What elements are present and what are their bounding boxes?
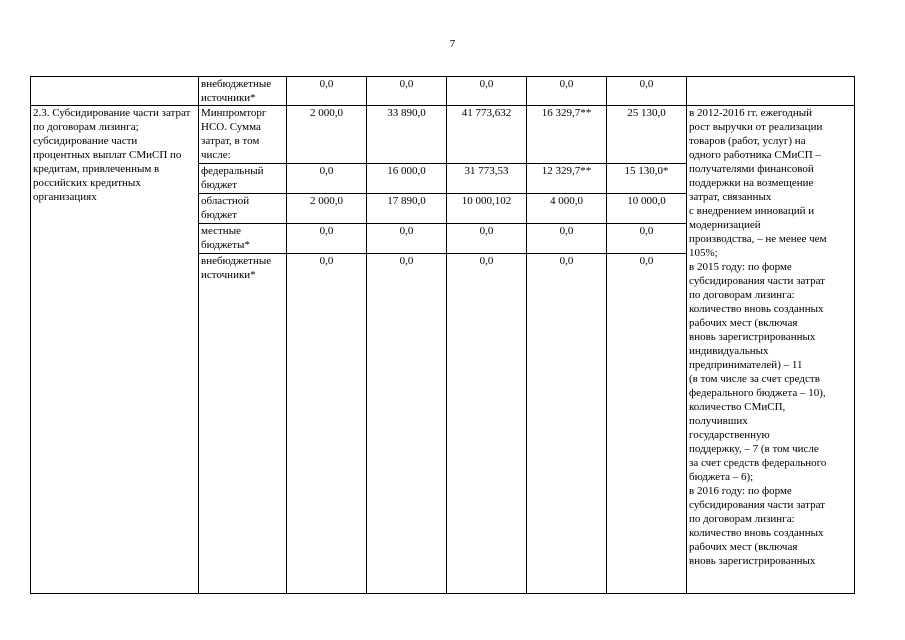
funding-source: областной бюджет	[199, 194, 287, 224]
value-cell: 0,0	[367, 77, 447, 106]
indicator-line: поддержку, – 7 (в том числе	[689, 443, 819, 455]
value-cell: 0,0	[447, 254, 527, 594]
funding-source: внебюджетные источники*	[199, 77, 287, 106]
funding-source: федеральный бюджет	[199, 164, 287, 194]
indicator-line: в 2012-2016 гг. ежегодный	[689, 107, 813, 119]
value-cell: 2 000,0	[287, 194, 367, 224]
value-cell: 0,0	[447, 224, 527, 254]
indicator-line: производства, – не менее чем	[689, 233, 827, 245]
value-cell: 0,0	[527, 77, 607, 106]
value-cell: 41 773,632	[447, 106, 527, 164]
value-cell: 0,0	[287, 164, 367, 194]
indicator-line: вновь зарегистрированных	[689, 331, 816, 343]
indicator-line: получивших	[689, 415, 748, 427]
value-cell: 0,0	[447, 77, 527, 106]
indicator-line: затрат, связанных	[689, 191, 772, 203]
indicator-description	[687, 106, 855, 594]
value-cell: 0,0	[287, 254, 367, 594]
value-cell: 15 130,0*	[607, 164, 687, 194]
indicator-line: получателями финансовой	[689, 163, 814, 175]
indicator-line: 105%;	[689, 247, 718, 259]
value-cell: 0,0	[367, 254, 447, 594]
value-cell: 12 329,7**	[527, 164, 607, 194]
indicator-line: с внедрением инноваций и	[689, 205, 815, 217]
indicator-line: субсидирования части затрат	[689, 275, 825, 287]
indicator-line: по договорам лизинга:	[689, 513, 795, 525]
value-cell: 10 000,0	[607, 194, 687, 224]
indicator-line: субсидирования части затрат	[689, 499, 825, 511]
indicator-line: государственную	[689, 429, 770, 441]
value-cell: 2 000,0	[287, 106, 367, 164]
indicator-line: поддержки на возмещение	[689, 177, 814, 189]
value-cell: 25 130,0	[607, 106, 687, 164]
indicator-line: по договорам лизинга:	[689, 289, 795, 301]
indicator-line: товаров (работ, услуг) на	[689, 135, 806, 147]
event-cell-empty	[31, 77, 199, 106]
funding-source: внебюджетные источники*	[199, 254, 287, 594]
indicator-line: вновь зарегистрированных	[689, 555, 816, 567]
value-cell: 16 329,7**	[527, 106, 607, 164]
table-row	[31, 77, 855, 106]
indicator-line: рабочих мест (включая	[689, 317, 798, 329]
value-cell: 16 000,0	[367, 164, 447, 194]
indicator-line: предпринимателей) – 11	[689, 359, 803, 371]
table-row	[31, 106, 855, 164]
value-cell: 0,0	[527, 254, 607, 594]
value-cell: 0,0	[607, 77, 687, 106]
page-number: 7	[449, 38, 456, 50]
indicator-line: рост выручки от реализации	[689, 121, 823, 133]
value-cell: 31 773,53	[447, 164, 527, 194]
funding-source: Минпромторг НСО. Сумма затрат, в том числе:	[199, 106, 287, 164]
value-cell: 10 000,102	[447, 194, 527, 224]
indicator-line: федерального бюджета – 10),	[689, 387, 826, 399]
value-cell: 4 000,0	[527, 194, 607, 224]
indicator-line: в 2016 году: по форме	[689, 485, 792, 497]
indicator-line: количество вновь созданных	[689, 303, 824, 315]
indicator-line: индивидуальных	[689, 345, 769, 357]
indicator-line: рабочих мест (включая	[689, 541, 798, 553]
value-cell: 0,0	[607, 254, 687, 594]
indicator-line: одного работника СМиСП –	[689, 149, 821, 161]
event-title: 2.3. Субсидирование части затрат по договорам лизинга; субсидирование части процентных выплат СМиСП по кредитам, привлеченным в российских кредитных организациях	[31, 106, 199, 594]
funding-source: местные бюджеты*	[199, 224, 287, 254]
value-cell: 0,0	[527, 224, 607, 254]
indicator-line: бюджета – 6);	[689, 471, 754, 483]
indicator-cell-empty	[687, 77, 855, 106]
value-cell: 0,0	[287, 77, 367, 106]
value-cell: 33 890,0	[367, 106, 447, 164]
indicator-line: (в том числе за счет средств	[689, 373, 820, 385]
indicator-line: модернизацией	[689, 219, 761, 231]
indicator-line: за счет средств федерального	[689, 457, 827, 469]
indicator-line: количество вновь созданных	[689, 527, 824, 539]
value-cell: 0,0	[367, 224, 447, 254]
program-table	[30, 76, 855, 594]
indicator-line: в 2015 году: по форме	[689, 261, 792, 273]
value-cell: 0,0	[607, 224, 687, 254]
value-cell: 17 890,0	[367, 194, 447, 224]
value-cell: 0,0	[287, 224, 367, 254]
indicator-line: количество СМиСП,	[689, 401, 786, 413]
